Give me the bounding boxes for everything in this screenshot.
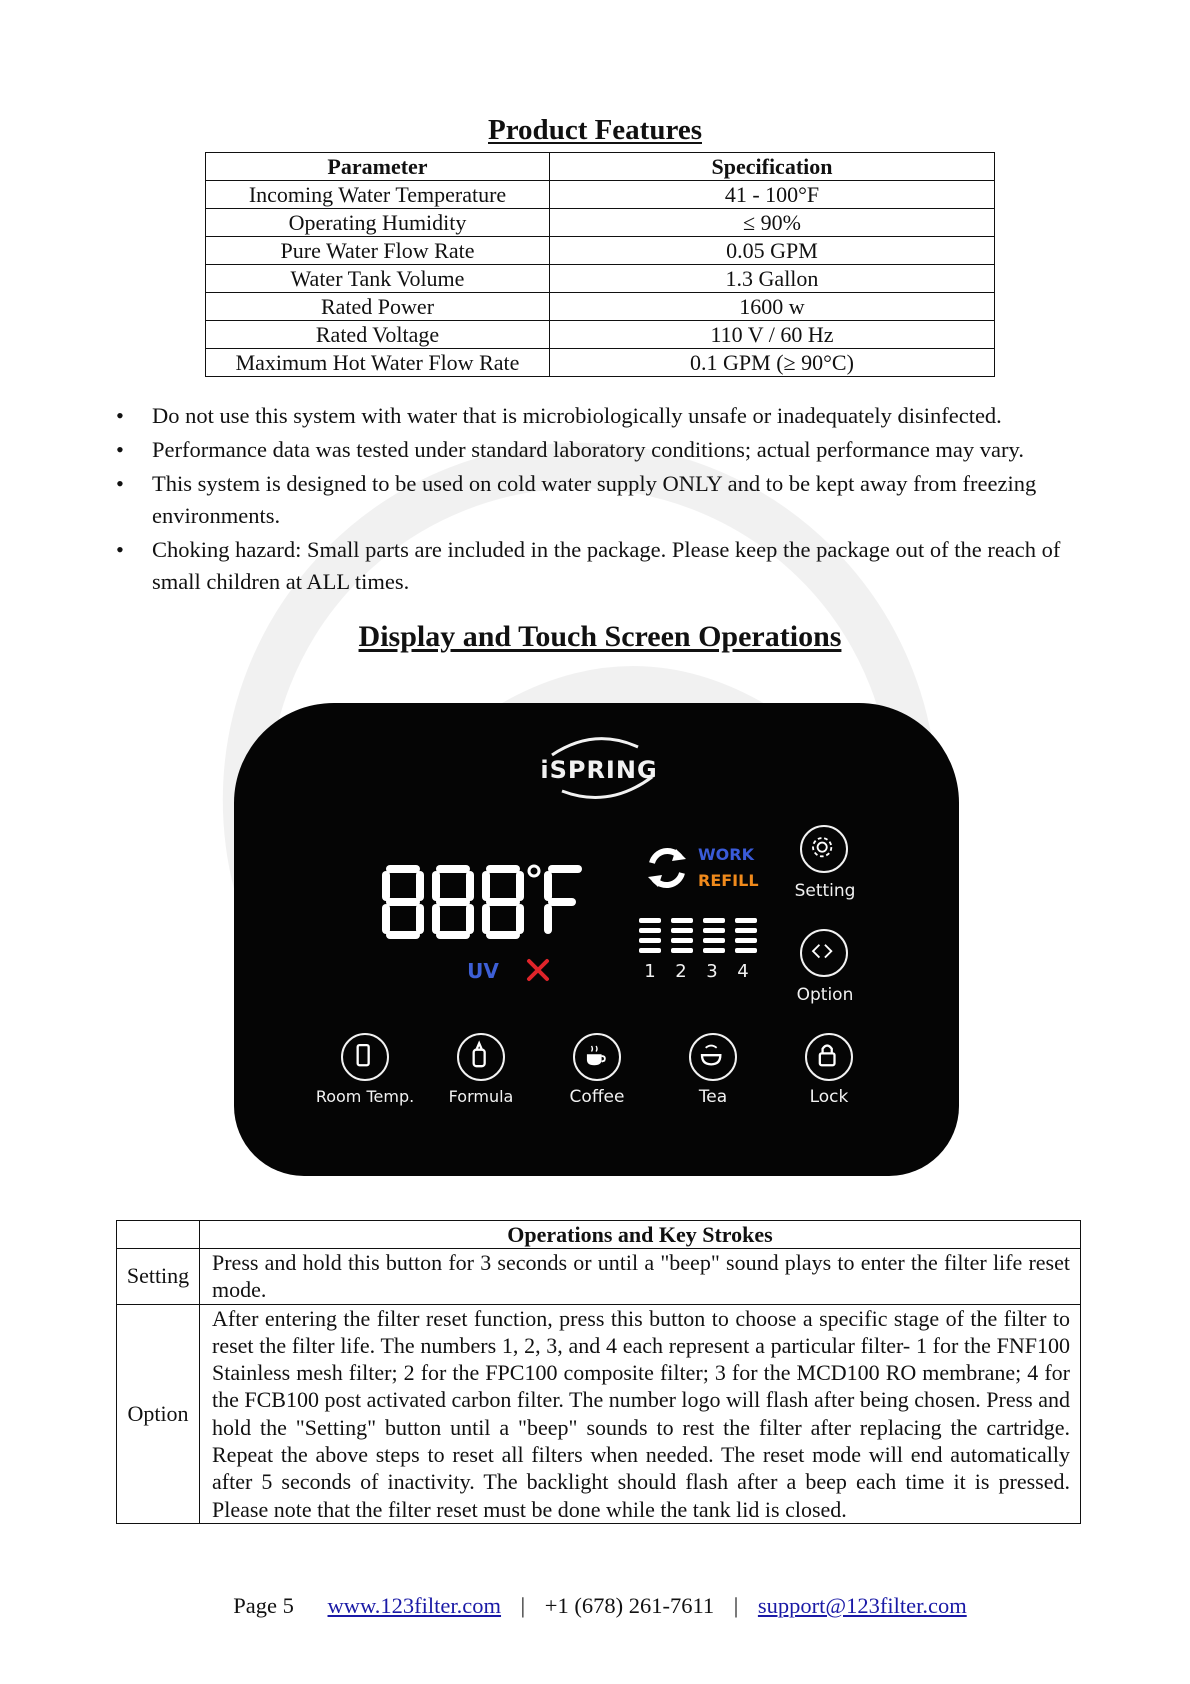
features-table	[205, 152, 995, 377]
parameter-cell: Water Tank Volume	[206, 265, 550, 293]
lock-label: Lock	[809, 1087, 849, 1107]
setting-label: Setting	[794, 881, 856, 901]
teacup-icon	[691, 1035, 735, 1079]
notes-list	[116, 400, 1091, 600]
room-temp-label: Room Temp.	[315, 1087, 415, 1106]
temperature-display	[382, 863, 602, 943]
column-header: Operations and Key Strokes	[200, 1221, 1081, 1249]
refill-indicator: REFILL	[698, 871, 759, 890]
tea-button[interactable]	[689, 1033, 737, 1081]
stage-number-4: 4	[737, 961, 749, 982]
table-row	[206, 349, 995, 377]
brand-text: iSPRING	[540, 756, 658, 784]
table-header-row	[206, 153, 995, 181]
parameter-cell: Pure Water Flow Rate	[206, 237, 550, 265]
work-indicator: WORK	[698, 845, 754, 864]
table-row	[206, 321, 995, 349]
parameter-cell: Incoming Water Temperature	[206, 181, 550, 209]
coffee-label: Coffee	[569, 1087, 625, 1107]
operations-table	[116, 1220, 1081, 1524]
table-row	[206, 209, 995, 237]
ispring-logo	[534, 733, 664, 803]
formula-label: Formula	[448, 1087, 514, 1106]
bullet-icon: •	[116, 403, 124, 428]
note-text: Choking hazard: Small parts are included in the package. Please keep the package out of the reach of small children at ALL times.	[152, 537, 1061, 594]
key-cell: Setting	[117, 1249, 200, 1305]
bullet-icon: •	[116, 537, 124, 562]
control-panel-image	[234, 703, 959, 1176]
email-link[interactable]: support@123filter.com	[757, 1593, 967, 1618]
note-text: This system is designed to be used on cold water supply ONLY and to be kept away from freezing environments.	[152, 471, 1037, 528]
page-number: Page 5	[233, 1593, 294, 1618]
stage-number-2: 2	[675, 961, 687, 982]
setting-button[interactable]	[800, 825, 848, 873]
specification-cell: 1.3 Gallon	[550, 265, 995, 293]
empty-header-cell	[117, 1221, 200, 1249]
uv-indicator: UV	[467, 959, 499, 983]
table-row	[117, 1249, 1081, 1305]
stage-number-1: 1	[644, 961, 656, 982]
column-header: Specification	[550, 153, 995, 181]
lock-icon	[807, 1035, 851, 1079]
refresh-icon	[642, 843, 692, 893]
description-cell: After entering the filter reset function, press this button to choose a specific stage of the filter to reset the filter life. The numbers 1, 2, 3, and 4 each represent a particular filter- 1 for the FNF100 Stainless mesh filter; 2 for the FPC100 composite filter; 3 for the MCD100 RO membrane; 4 for the FCB100 post activated carbon filter. The number logo will flash after being chosen. Press and hold the "Setting" button until a "beep" sounds to rest the filter after replacing the cartridge. Repeat the above steps to reset all filters when needed. The reset mode will end automatically after 5 seconds of inactivity. The backlight should flash after a beep each time it is pressed. Please note that the filter reset must be done while the tank lid is closed.	[200, 1304, 1081, 1523]
list-item	[116, 534, 1091, 598]
baby-bottle-icon	[459, 1035, 503, 1079]
specification-cell: ≤ 90%	[550, 209, 995, 237]
specification-cell: 0.1 GPM (≥ 90°C)	[550, 349, 995, 377]
website-link[interactable]: www.123filter.com	[327, 1593, 502, 1618]
coffee-button[interactable]	[573, 1033, 621, 1081]
table-row	[206, 293, 995, 321]
specification-cell: 41 - 100°F	[550, 181, 995, 209]
phone-number: +1 (678) 261-7611	[544, 1593, 715, 1618]
formula-button[interactable]	[457, 1033, 505, 1081]
seven-segment-digits	[382, 863, 602, 943]
gear-icon	[802, 827, 846, 871]
features-title: Product Features	[488, 114, 702, 146]
parameter-cell: Maximum Hot Water Flow Rate	[206, 349, 550, 377]
glass-icon	[343, 1035, 387, 1079]
display-title: Display and Touch Screen Operations	[358, 620, 842, 653]
parameter-cell: Rated Voltage	[206, 321, 550, 349]
list-item	[116, 400, 1091, 432]
column-header: Parameter	[206, 153, 550, 181]
table-row	[206, 265, 995, 293]
parameter-cell: Operating Humidity	[206, 209, 550, 237]
tea-label: Tea	[698, 1087, 728, 1107]
table-row	[206, 237, 995, 265]
code-brackets-icon	[802, 931, 846, 975]
lock-button[interactable]	[805, 1033, 853, 1081]
list-item	[116, 434, 1091, 466]
error-x-icon	[526, 958, 550, 982]
specification-cell: 110 V / 60 Hz	[550, 321, 995, 349]
coffee-cup-icon	[575, 1035, 619, 1079]
description-cell: Press and hold this button for 3 seconds or until a "beep" sound plays to enter the filter life reset mode.	[200, 1249, 1081, 1305]
key-cell: Option	[117, 1304, 200, 1523]
specification-cell: 0.05 GPM	[550, 237, 995, 265]
parameter-cell: Rated Power	[206, 293, 550, 321]
table-row	[117, 1304, 1081, 1523]
table-row	[206, 181, 995, 209]
table-header-row	[117, 1221, 1081, 1249]
room-temp-button[interactable]	[341, 1033, 389, 1081]
bullet-icon: •	[116, 437, 124, 462]
stage-number-3: 3	[706, 961, 718, 982]
note-text: Do not use this system with water that is microbiologically unsafe or inadequately disinfected.	[152, 403, 1002, 428]
option-label: Option	[796, 985, 854, 1005]
specification-cell: 1600 w	[550, 293, 995, 321]
option-button[interactable]	[800, 929, 848, 977]
note-text: Performance data was tested under standard laboratory conditions; actual performance may vary.	[152, 437, 1024, 462]
list-item	[116, 468, 1091, 532]
filter-stage-bars	[639, 918, 761, 960]
separator: |	[733, 1593, 739, 1618]
bullet-icon: •	[116, 471, 124, 496]
page-footer	[0, 1593, 1190, 1619]
separator: |	[520, 1593, 526, 1618]
